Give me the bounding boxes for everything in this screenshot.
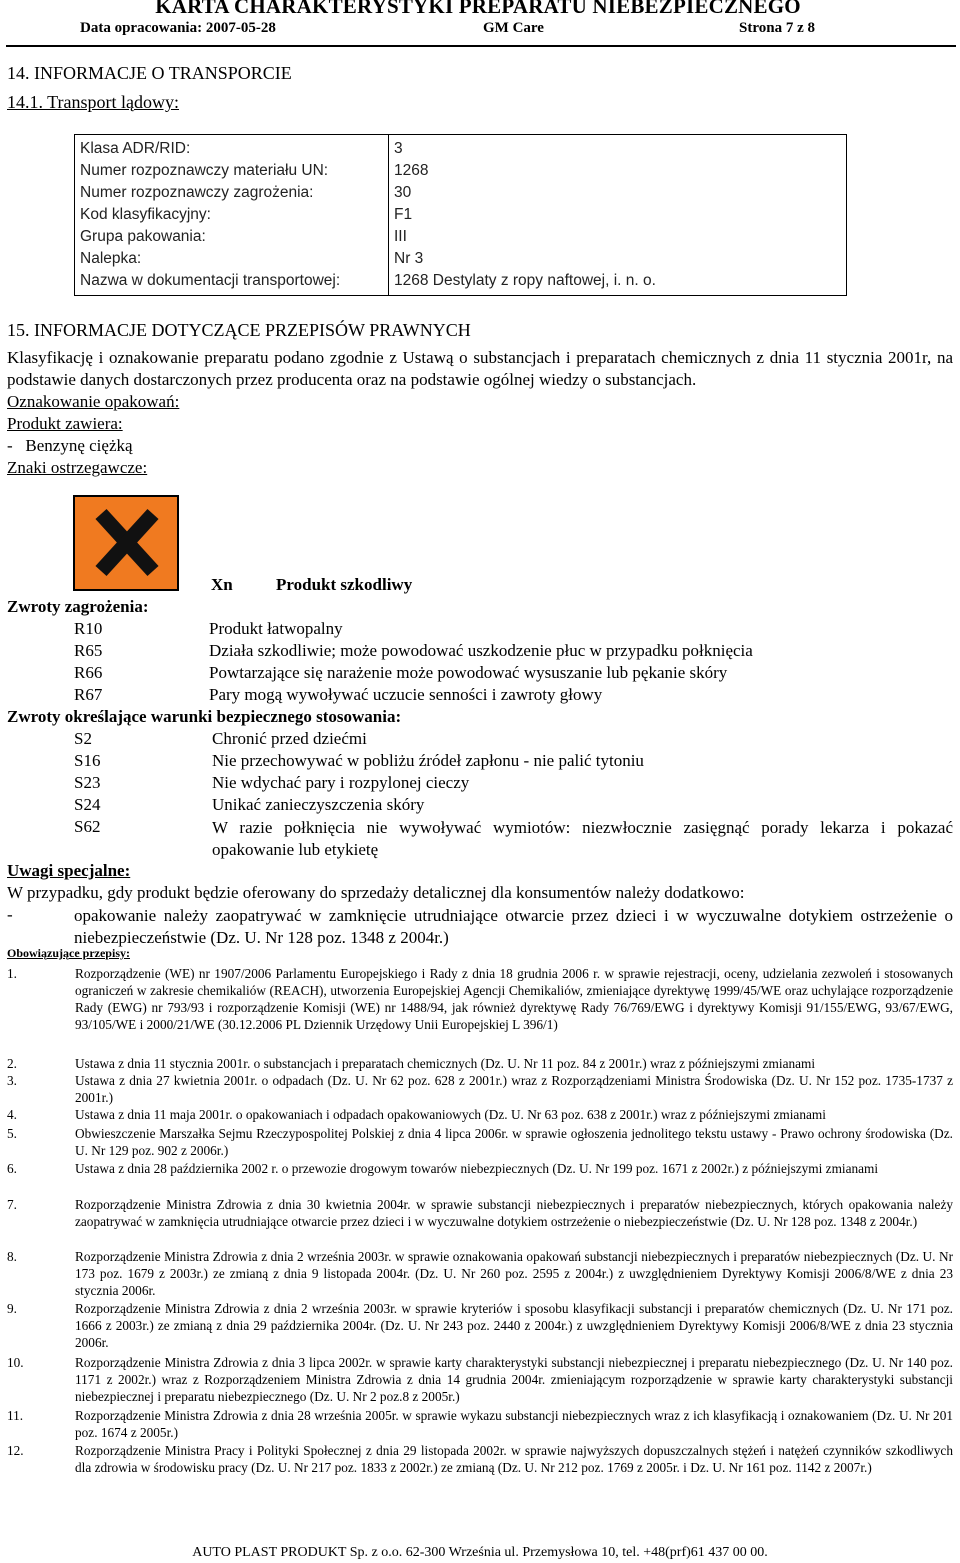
regulation-text: Rozporządzenie Ministra Zdrowia z dnia 2 września 2003r. w sprawie oznakowania opakowań substancji niebezpiecznych i preparatów niebezpiecznych (Dz. U. Nr 173 poz. 1679 z 2003r.) ze zmianą z dnia 9 listopada 2004r. (Dz. U. Nr 260 poz. 2595 z 2004r.) z uwzględnieniem Dyrektywy Komisji 2006/8/WE z dnia 23 stycznia 2006r. (75, 1249, 953, 1298)
table-cell-label: Numer rozpoznawczy zagrożenia: (75, 182, 389, 204)
regulation-text: Ustawa z dnia 11 stycznia 2001r. o substancjach i preparatach chemicznych (Dz. U. Nr 11 poz. 84 z 2001r.) wraz z późniejszymi zmianami (75, 1056, 816, 1071)
labeling-heading: Oznakowanie opakowań: (7, 392, 180, 411)
table-cell-value: 3 (394, 140, 403, 157)
table-cell-value: 1268 (394, 162, 429, 179)
r-phrases-heading: Zwroty zagrożenia: (7, 597, 149, 616)
hazard-symbol-xn-icon (73, 495, 179, 591)
table-cell-label: Nazwa w dokumentacji transportowej: (75, 270, 389, 296)
table-cell-label: Klasa ADR/RID: (75, 135, 389, 161)
regulation-number: 4. (7, 1107, 17, 1122)
r-phrase-text: Produkt łatwopalny (209, 619, 343, 638)
table-row (75, 204, 847, 226)
intro-paragraph: Klasyfikację i oznakowanie preparatu podano zgodnie z Ustawą o substancjach i preparatach chemicznych z dnia 11 stycznia 2001r, na podstawie danych dostarczonych przez producenta oraz na podstawie ogólnej wiedzy o substancjach. (7, 348, 953, 389)
hazard-code: Xn (211, 575, 233, 594)
regulations-heading: Obowiązujące przepisy: (7, 946, 130, 960)
regulation-text: Ustawa z dnia 27 kwietnia 2001r. o odpadach (Dz. U. Nr 62 poz. 628 z 2001r.) wraz z Rozporządzeniami Ministra Środowiska (Dz. U. Nr 152 poz. 1735-1737 z 2001r.) (75, 1073, 953, 1105)
s-phrase-code: S2 (74, 729, 92, 748)
table-cell-value: 1268 Destylaty z ropy naftowej, i. n. o. (394, 272, 656, 289)
regulation-number: 9. (7, 1301, 17, 1316)
special-remarks-item: opakowanie należy zaopatrywać w zamknięcie utrudniające otwarcie przez dzieci i w wyczuwalne dotykiem ostrzeżenie o niebezpieczeństwie (Dz. U. Nr 128 poz. 1348 z 2004r.) (74, 906, 953, 947)
s-phrase-text: Nie przechowywać w pobliżu źródeł zapłonu - nie palić tytoniu (212, 751, 644, 770)
table-cell-value: 30 (394, 184, 412, 201)
special-remarks-dash: - (7, 905, 13, 924)
header-product: GM Care (483, 20, 544, 36)
s-phrase-text: Nie wdychać pary i rozpylonej cieczy (212, 773, 470, 792)
table-row (75, 226, 847, 248)
table-cell-label: Grupa pakowania: (75, 226, 389, 248)
regulation-text: Rozporządzenie Ministra Zdrowia z dnia 30 kwietnia 2004r. w sprawie substancji niebezpiecznych i preparatów niebezpiecznych, których opakowania należy zaopatrywać w zamknięcia utrudniające otwarcie przez dzieci i w wyczuwalne dotykiem ostrzeżenie o niebezpieczeństwie (Dz. U. Nr 128 poz. 1348 z 2004r.) (75, 1197, 953, 1229)
regulation-number: 6. (7, 1161, 17, 1176)
transport-table (74, 134, 847, 296)
header-divider (6, 45, 956, 47)
regulation-number: 1. (7, 966, 17, 981)
special-remarks-text: W przypadku, gdy produkt będzie oferowany do sprzedaży detalicznej dla konsumentów należy dodatkowo: (7, 883, 745, 902)
regulation-number: 5. (7, 1126, 17, 1141)
special-remarks-heading: Uwagi specjalne: (7, 861, 131, 880)
table-row (75, 182, 847, 204)
regulation-text: Ustawa z dnia 11 maja 2001r. o opakowaniach i odpadach opakowaniowych (Dz. U. Nr 63 poz. 638 z 2001r.) wraz z późniejszymi zmianami (75, 1107, 826, 1122)
r-phrase-code: R66 (74, 663, 103, 682)
table-cell-label: Kod klasyfikacyjny: (75, 204, 389, 226)
s-phrase-code: S16 (74, 751, 101, 770)
r-phrase-text: Pary mogą wywoływać uczucie senności i zawroty głowy (209, 685, 603, 704)
s-phrase-code: S62 (74, 817, 101, 836)
regulation-number: 8. (7, 1249, 17, 1264)
s-phrase-text: W razie połknięcia nie wywoływać wymiotów: niezwłocznie zasięgnąć porady lekarza i pokazać opakowanie lub etykietę (212, 818, 953, 859)
regulation-text: Rozporządzenie Ministra Zdrowia z dnia 3 lipca 2002r. w sprawie karty charakterystyki substancji niebezpiecznej i preparatu niebezpiecznego (Dz. U. Nr 140 poz. 1171 z 2002r.) wraz z Rozporządzeniem Ministra Zdrowia z dnia 14 grudnia 2004r. zmieniającym rozporządzenie w sprawie karty charakterystyki substancji niebezpiecznej i preparatu niebezpiecznego (Dz. U. Nr 2 poz.8 z 2005r.) (75, 1355, 953, 1404)
regulation-number: 11. (7, 1408, 24, 1423)
regulation-number: 3. (7, 1073, 17, 1088)
regulation-text: Rozporządzenie Ministra Zdrowia z dnia 28 września 2005r. w sprawie wykazu substancji niebezpiecznych wraz z ich klasyfikacją i oznakowaniem (Dz. U. Nr 201 poz. 1674 z 2005r.) (75, 1408, 953, 1440)
s-phrase-text: Unikać zanieczyszczenia skóry (212, 795, 425, 814)
section-15-body (7, 347, 953, 479)
regulation-text: Rozporządzenie (WE) nr 1907/2006 Parlamentu Europejskiego i Rady z dnia 18 grudnia 2006 r. w sprawie rejestracji, oceny, udzielania zezwoleń i stosowanych ograniczeń w zakresie chemikaliów (REACH), utworzenia Europejskiej Agencji Chemikaliów, zmieniające dyrektywę 1999/45/WE oraz uchylające rozporządzenie Rady (EWG) nr 793/93 i rozporządzenie Komisji (WE) nr 1488/94, jak również dyrektywę Rady 76/769/EWG i dyrektywy Komisji 91/155/EWG, 93/67/EWG, 93/105/WE i 2000/21/WE (30.12.2006 PL Dziennik Urzędowy Unii Europejskiej L 396/1) (75, 966, 953, 1032)
table-cell-value: Nr 3 (394, 250, 424, 267)
section-14-heading: 14. INFORMACJE O TRANSPORCIE (7, 63, 292, 83)
s-phrases-heading: Zwroty określające warunki bezpiecznego stosowania: (7, 707, 402, 726)
header-page-number: Strona 7 z 8 (739, 20, 815, 36)
table-cell-label: Nalepka: (75, 248, 389, 270)
regulation-text: Rozporządzenie Ministra Zdrowia z dnia 2 września 2003r. w sprawie kryteriów i sposobu klasyfikacji substancji i preparatów chemicznych (Dz. U. Nr 171 poz. 1666 z 2003r.) ze zmianą z dnia 29 października 2004r. (Dz. U. Nr 243 poz. 2440 z 2004r.) z uwzględnieniem Dyrektywy Komisji 2006/8/WE z dnia 23 stycznia 2006r. (75, 1301, 953, 1350)
hazard-name: Produkt szkodliwy (276, 575, 413, 594)
regulation-number: 12. (7, 1443, 24, 1458)
hazard-cross-icon (73, 495, 179, 591)
s-phrase-text: Chronić przed dziećmi (212, 729, 367, 748)
table-cell-value: F1 (394, 206, 413, 223)
regulation-number: 10. (7, 1355, 24, 1370)
contains-item: - Benzynę ciężką (7, 436, 133, 455)
section-15-heading: 15. INFORMACJE DOTYCZĄCE PRZEPISÓW PRAWNYCH (7, 320, 471, 340)
page-footer: AUTO PLAST PRODUKT Sp. z o.o. 62-300 Września ul. Przemysłowa 10, tel. +48(prf)61 437 00 00. (192, 1545, 768, 1560)
r-phrase-text: Działa szkodliwie; może powodować uszkodzenie płuc w przypadku połknięcia (209, 641, 753, 660)
regulation-text: Ustawa z dnia 28 października 2002 r. o przewozie drogowym towarów niebezpiecznych (Dz. U. Nr 199 poz. 1671 z 2002r.) z późniejszymi zmianami (75, 1161, 879, 1176)
regulation-number: 2. (7, 1056, 17, 1071)
contains-heading: Produkt zawiera: (7, 414, 123, 433)
r-phrase-text: Powtarzające się narażenie może powodować wysuszanie lub pękanie skóry (209, 663, 728, 682)
s-phrase-code: S23 (74, 773, 101, 792)
r-phrase-code: R10 (74, 619, 103, 638)
document-title: KARTA CHARAKTERYSTYKI PREPARATU NIEBEZPIECZNEGO (155, 0, 801, 18)
header-date: Data opracowania: 2007-05-28 (80, 20, 276, 36)
table-row (75, 270, 847, 296)
table-row (75, 248, 847, 270)
table-cell-label: Numer rozpoznawczy materiału UN: (75, 160, 389, 182)
table-cell-value: III (394, 228, 407, 245)
table-row (75, 135, 847, 161)
regulation-text: Rozporządzenie Ministra Pracy i Polityki Społecznej z dnia 29 listopada 2002r. w sprawie najwyższych dopuszczalnych stężeń i natężeń czynników szkodliwych dla zdrowia w środowisku pracy (Dz. U. Nr 217 poz. 1833 z 2002r.) ze zmianą (Dz. U. Nr 212 poz. 1769 z 2005r. i Dz. U. Nr 161 poz. 1142 z 2007r.) (75, 1443, 953, 1475)
r-phrase-code: R67 (74, 685, 103, 704)
table-row (75, 160, 847, 182)
s-phrase-code: S24 (74, 795, 101, 814)
regulation-number: 7. (7, 1197, 17, 1212)
warning-signs-heading: Znaki ostrzegawcze: (7, 458, 148, 477)
regulation-text: Obwieszczenie Marszałka Sejmu Rzeczypospolitej Polskiej z dnia 4 lipca 2006r. w sprawie ogłoszenia jednolitego tekstu ustawy - Prawo ochrony środowiska (Dz. U. Nr 129 poz. 902 z 2006r.) (75, 1126, 953, 1158)
r-phrase-code: R65 (74, 641, 103, 660)
section-14-1-heading: 14.1. Transport lądowy: (7, 92, 180, 112)
